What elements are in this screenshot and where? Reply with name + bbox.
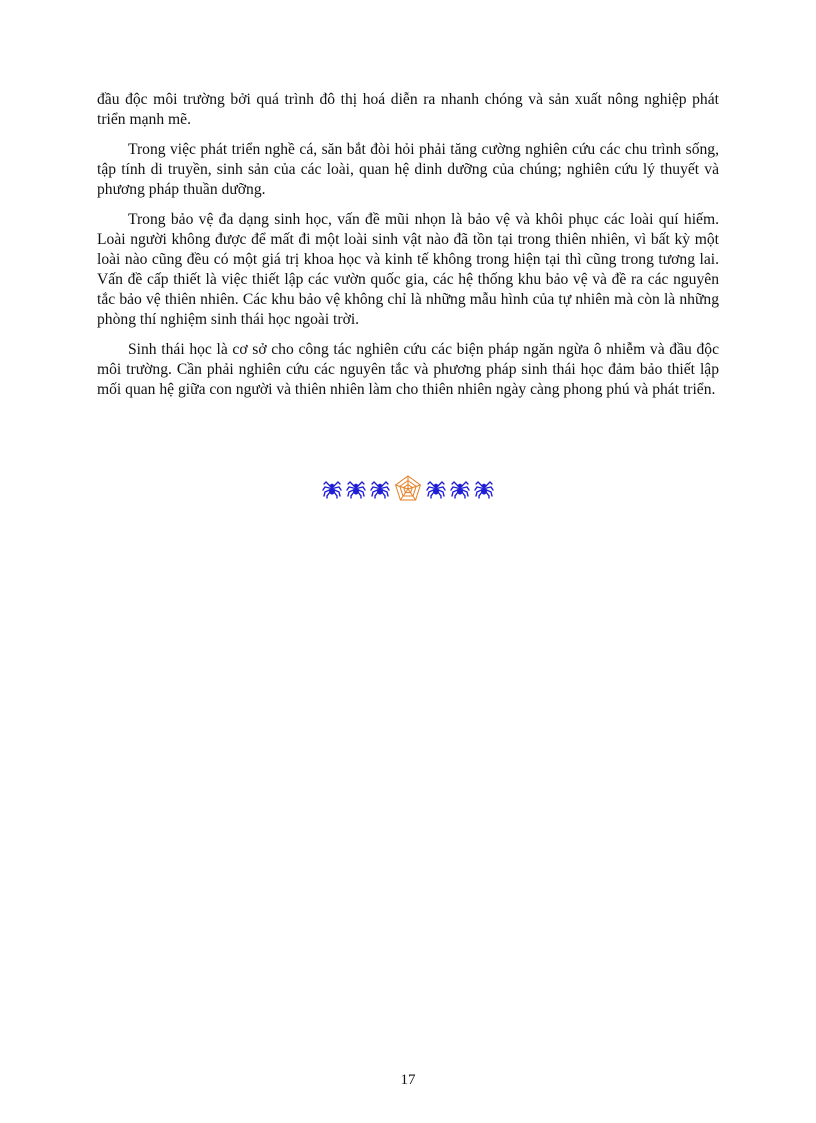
spider-web-icon	[394, 475, 422, 503]
paragraph-2: Trong việc phát triển nghề cá, săn bắt đòi hỏi phải tăng cường nghiên cứu các chu trình sống, tập tính di truyền, sinh sản của các loài, quan hệ dinh dưỡng của chúng; nghiên cứu lý thuyết và phương pháp thuần dưỡng.	[97, 141, 719, 198]
paragraph-4: Sinh thái học là cơ sở cho công tác nghiên cứu các biện pháp ngăn ngừa ô nhiễm và đầu độc môi trường. Cần phải nghiên cứu các nguyên tắc và phương pháp sinh thái học đảm bảo thiết lập mối quan hệ giữa con người và thiên nhiên làm cho thiên nhiên ngày càng phong phú và phát triển.	[97, 341, 719, 398]
section-end-ornament	[322, 474, 494, 504]
spider-icon	[474, 479, 494, 499]
page-body	[97, 90, 719, 410]
paragraph-1: đầu độc môi trường bởi quá trình đô thị hoá diễn ra nhanh chóng và sản xuất nông nghiệp phát triển mạnh mẽ.	[97, 91, 719, 128]
spider-icon	[426, 479, 446, 499]
spider-icon	[346, 479, 366, 499]
spider-icon	[370, 479, 390, 499]
page-number: 17	[400, 1072, 416, 1088]
paragraph-3: Trong bảo vệ đa dạng sinh học, vấn đề mũi nhọn là bảo vệ và khôi phục các loài quí hiếm. Loài người không được để mất đi một loài sinh vật nào đã tồn tại trong thiên nhiên, vì bất kỳ một loài nào cũng đều có một giá trị khoa học và kinh tế không trong hiện tại thì cũng trong tương lai. Vấn đề cấp thiết là việc thiết lập các vườn quốc gia, các hệ thống khu bảo vệ và đề ra các nguyên tắc bảo vệ thiên nhiên. Các khu bảo vệ không chỉ là những mẫu hình của tự nhiên mà còn là những phòng thí nghiệm sinh thái học ngoài trời.	[97, 211, 719, 328]
spider-icon	[450, 479, 470, 499]
spider-icon	[322, 479, 342, 499]
